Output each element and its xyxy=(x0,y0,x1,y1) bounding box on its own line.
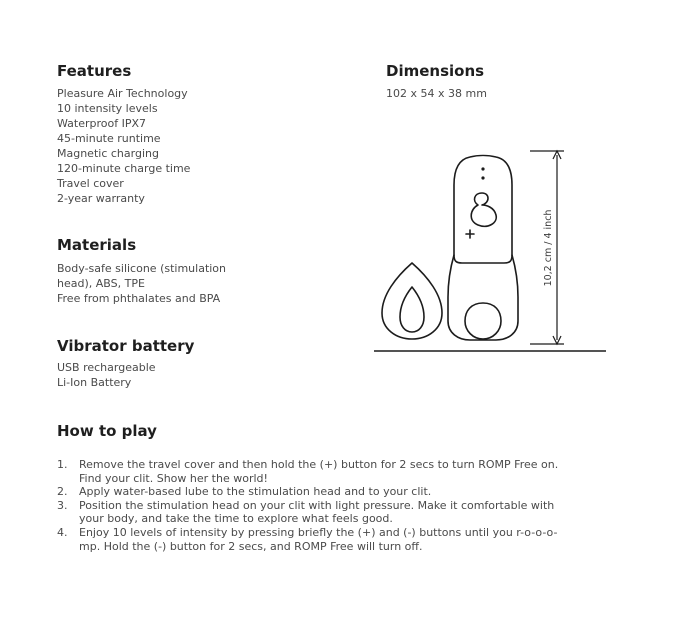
how-to-play-steps xyxy=(57,458,565,553)
step-text: Position the stimulation head on your clit with light pressure. Make it comfortable with your body, and take the time to explore what feels good. xyxy=(79,498,555,526)
feature-item: 45-minute runtime xyxy=(57,132,161,145)
feature-item: Waterproof IPX7 xyxy=(57,117,147,130)
battery-list xyxy=(57,360,156,390)
device-body-outline xyxy=(448,156,518,341)
materials-line: head), ABS, TPE xyxy=(57,277,145,290)
dimensions-value: 102 x 54 x 38 mm xyxy=(386,87,487,100)
travel-cover-inner xyxy=(400,287,424,332)
materials-heading: Materials xyxy=(57,236,137,254)
step-item xyxy=(57,458,565,485)
how-to-play-heading: How to play xyxy=(57,422,157,440)
feature-item: 10 intensity levels xyxy=(57,102,158,115)
materials-list xyxy=(57,261,226,306)
device-section-line xyxy=(454,255,512,263)
button-dot-icon xyxy=(481,176,484,179)
battery-line: USB rechargeable xyxy=(57,361,156,374)
materials-line: Free from phthalates and BPA xyxy=(57,292,221,305)
button-dot-icon xyxy=(481,167,484,170)
product-dimension-diagram xyxy=(370,145,610,360)
battery-line: Li-Ion Battery xyxy=(57,376,132,389)
step-number: 2. xyxy=(57,485,68,499)
battery-heading: Vibrator battery xyxy=(57,337,195,355)
height-label: 10,2 cm / 4 inch xyxy=(543,209,554,287)
plus-icon xyxy=(466,230,474,238)
feature-item: 2-year warranty xyxy=(57,192,145,205)
features-heading: Features xyxy=(57,62,132,80)
step-item xyxy=(57,499,565,526)
step-item xyxy=(57,485,565,499)
step-number: 3. xyxy=(57,498,68,512)
features-list xyxy=(57,86,190,206)
dimensions-heading: Dimensions xyxy=(386,62,485,80)
materials-line: Body-safe silicone (stimulation xyxy=(57,262,227,275)
step-number: 1. xyxy=(57,458,68,471)
feature-item: Travel cover xyxy=(57,177,124,190)
travel-cover-outline xyxy=(382,263,442,339)
step-text: Enjoy 10 levels of intensity by pressing briefly the (+) and (-) buttons until you r-o-o-o-mp. Hold the (-) button for 2 secs, and ROMP Free will turn off. xyxy=(79,525,558,553)
stimulation-head-outline xyxy=(465,303,501,339)
step-item xyxy=(57,526,565,553)
romp-logo-icon xyxy=(471,193,496,226)
step-number: 4. xyxy=(57,525,68,539)
step-text: Remove the travel cover and then hold the (+) button for 2 secs to turn ROMP Free on. Find your clit. Show her the world! xyxy=(79,458,559,485)
feature-item: 120-minute charge time xyxy=(57,162,191,175)
feature-item: Pleasure Air Technology xyxy=(57,87,188,100)
step-text: Apply water-based lube to the stimulation head and to your clit. xyxy=(79,485,432,499)
feature-item: Magnetic charging xyxy=(57,147,159,160)
device-buttons xyxy=(481,167,484,179)
